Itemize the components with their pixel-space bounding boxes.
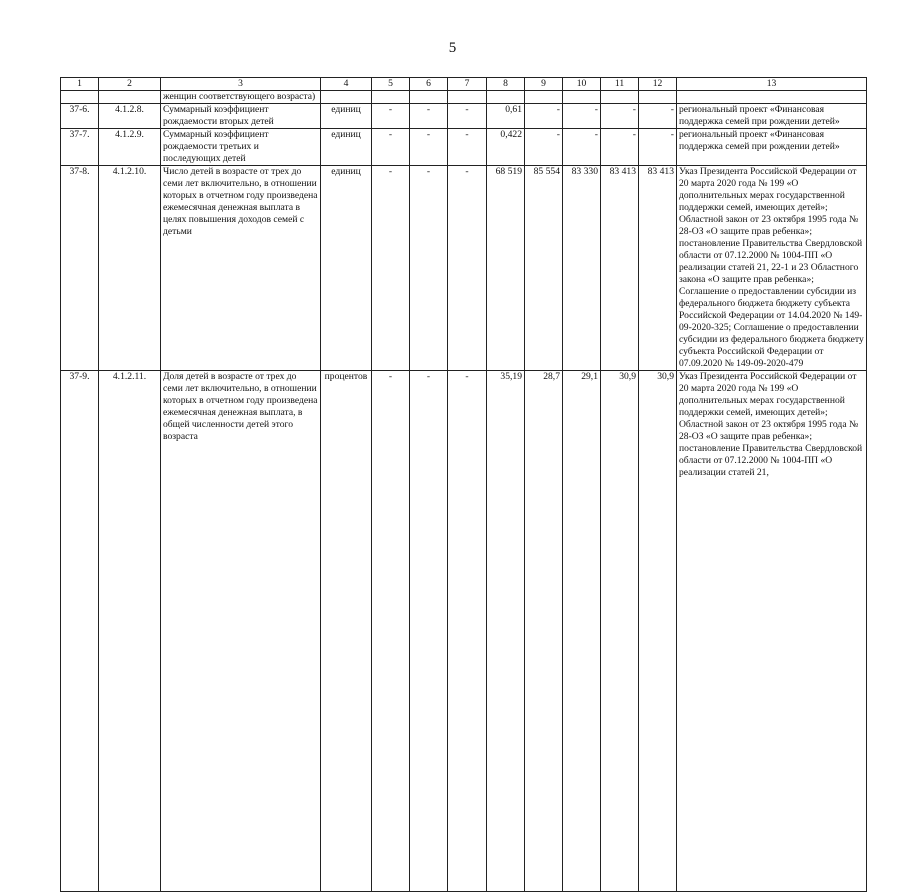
value-cell: - — [525, 104, 563, 129]
legal-basis-cell: региональный проект «Финансовая поддержка семей при рождении детей» — [677, 104, 867, 129]
legal-basis-cell: Указ Президента Российской Федерации от 20 марта 2020 года № 199 «О дополнительных мерах государственной поддержки семей, имеющих детей»; Областной закон от 23 октября 1995 года № 28-ОЗ «О защите прав ребенка»; постановление Правительства Свердловской области от 07.12.2000 № 1004-ПП «О реализации статей 21, 22-1 и 23 Областного закона «О защите прав ребенка»; Соглашение о предоставлении субсидии из федерального бюджета бюджету субъекта Российской Федерации от 14.04.2020 № 149-09-2020-325; Соглашение о предоставлении субсидии из федерального бюджета бюджету субъекта Российской Федерации от 07.09.2020 № 149-09-2020-479 — [677, 166, 867, 371]
row-code-cell — [99, 91, 161, 104]
column-number: 3 — [161, 78, 321, 91]
indicator-name-cell: женщин соответствующего возраста) — [161, 91, 321, 104]
row-number-cell: 37-7. — [61, 129, 99, 166]
page-number: 5 — [448, 40, 457, 56]
column-number: 6 — [410, 78, 448, 91]
legal-basis-cell: Указ Президента Российской Федерации от 20 марта 2020 года № 199 «О дополнительных мерах государственной поддержки семей, имеющих детей»; Областной закон от 23 октября 1995 года № 28-ОЗ «О защите прав ребенка»; постановление Правительства Свердловской области от 07.12.2000 № 1004-ПП «О реализации статей 21, — [677, 371, 867, 892]
row-code-cell: 4.1.2.11. — [99, 371, 161, 892]
row-number-cell: 37-6. — [61, 104, 99, 129]
value-cell: - — [448, 129, 487, 166]
value-cell — [525, 91, 563, 104]
legal-basis-cell: региональный проект «Финансовая поддержка семей при рождении детей» — [677, 129, 867, 166]
legal-basis-cell — [677, 91, 867, 104]
row-number-cell — [61, 91, 99, 104]
unit-cell: единиц — [321, 166, 372, 371]
value-cell: - — [410, 371, 448, 892]
value-cell: 83 330 — [563, 166, 601, 371]
value-cell: 30,9 — [639, 371, 677, 892]
value-cell: - — [639, 129, 677, 166]
value-cell: - — [601, 129, 639, 166]
column-number: 9 — [525, 78, 563, 91]
table-row — [61, 91, 867, 104]
value-cell: 30,9 — [601, 371, 639, 892]
column-number: 7 — [448, 78, 487, 91]
row-number-cell: 37-9. — [61, 371, 99, 892]
value-cell: 68 519 — [487, 166, 525, 371]
column-number: 11 — [601, 78, 639, 91]
value-cell: - — [639, 104, 677, 129]
value-cell: 83 413 — [639, 166, 677, 371]
value-cell: - — [448, 371, 487, 892]
value-cell: 28,7 — [525, 371, 563, 892]
column-number: 13 — [677, 78, 867, 91]
row-code-cell: 4.1.2.8. — [99, 104, 161, 129]
value-cell: - — [601, 104, 639, 129]
unit-cell: процентов — [321, 371, 372, 892]
column-number: 8 — [487, 78, 525, 91]
table-row — [61, 166, 867, 371]
value-cell: - — [372, 371, 410, 892]
value-cell — [410, 91, 448, 104]
value-cell: 0,422 — [487, 129, 525, 166]
value-cell: 29,1 — [563, 371, 601, 892]
value-cell: - — [563, 129, 601, 166]
value-cell — [639, 91, 677, 104]
value-cell: - — [563, 104, 601, 129]
table-row — [61, 129, 867, 166]
value-cell — [563, 91, 601, 104]
column-number: 12 — [639, 78, 677, 91]
indicators-table — [60, 77, 867, 892]
row-number-cell: 37-8. — [61, 166, 99, 371]
unit-cell: единиц — [321, 129, 372, 166]
indicator-name-cell: Доля детей в возрасте от трех до семи лет включительно, в отношении которых в отчетном году произведена ежемесячная денежная выплата, в общей численности детей этого возраста — [161, 371, 321, 892]
column-number: 10 — [563, 78, 601, 91]
table-row — [61, 371, 867, 892]
value-cell — [601, 91, 639, 104]
value-cell: - — [525, 129, 563, 166]
value-cell — [448, 91, 487, 104]
value-cell: 85 554 — [525, 166, 563, 371]
unit-cell: единиц — [321, 104, 372, 129]
value-cell: - — [448, 104, 487, 129]
row-code-cell: 4.1.2.10. — [99, 166, 161, 371]
column-number: 5 — [372, 78, 410, 91]
value-cell: - — [372, 166, 410, 371]
value-cell: - — [410, 129, 448, 166]
value-cell: 0,61 — [487, 104, 525, 129]
value-cell: - — [372, 129, 410, 166]
value-cell: 35,19 — [487, 371, 525, 892]
value-cell: - — [410, 166, 448, 371]
value-cell — [487, 91, 525, 104]
value-cell: - — [448, 166, 487, 371]
indicator-name-cell: Суммарный коэффициент рождаемости третьих и последующих детей — [161, 129, 321, 166]
column-number-row — [61, 78, 867, 91]
unit-cell — [321, 91, 372, 104]
column-number: 4 — [321, 78, 372, 91]
value-cell: - — [410, 104, 448, 129]
column-number: 2 — [99, 78, 161, 91]
table-row — [61, 104, 867, 129]
value-cell — [372, 91, 410, 104]
column-number: 1 — [61, 78, 99, 91]
value-cell: 83 413 — [601, 166, 639, 371]
value-cell: - — [372, 104, 410, 129]
indicator-name-cell: Суммарный коэффициент рождаемости вторых детей — [161, 104, 321, 129]
row-code-cell: 4.1.2.9. — [99, 129, 161, 166]
indicator-name-cell: Число детей в возрасте от трех до семи лет включительно, в отношении которых в отчетном году произведена ежемесячная денежная выплата в целях повышения доходов семей с детьми — [161, 166, 321, 371]
